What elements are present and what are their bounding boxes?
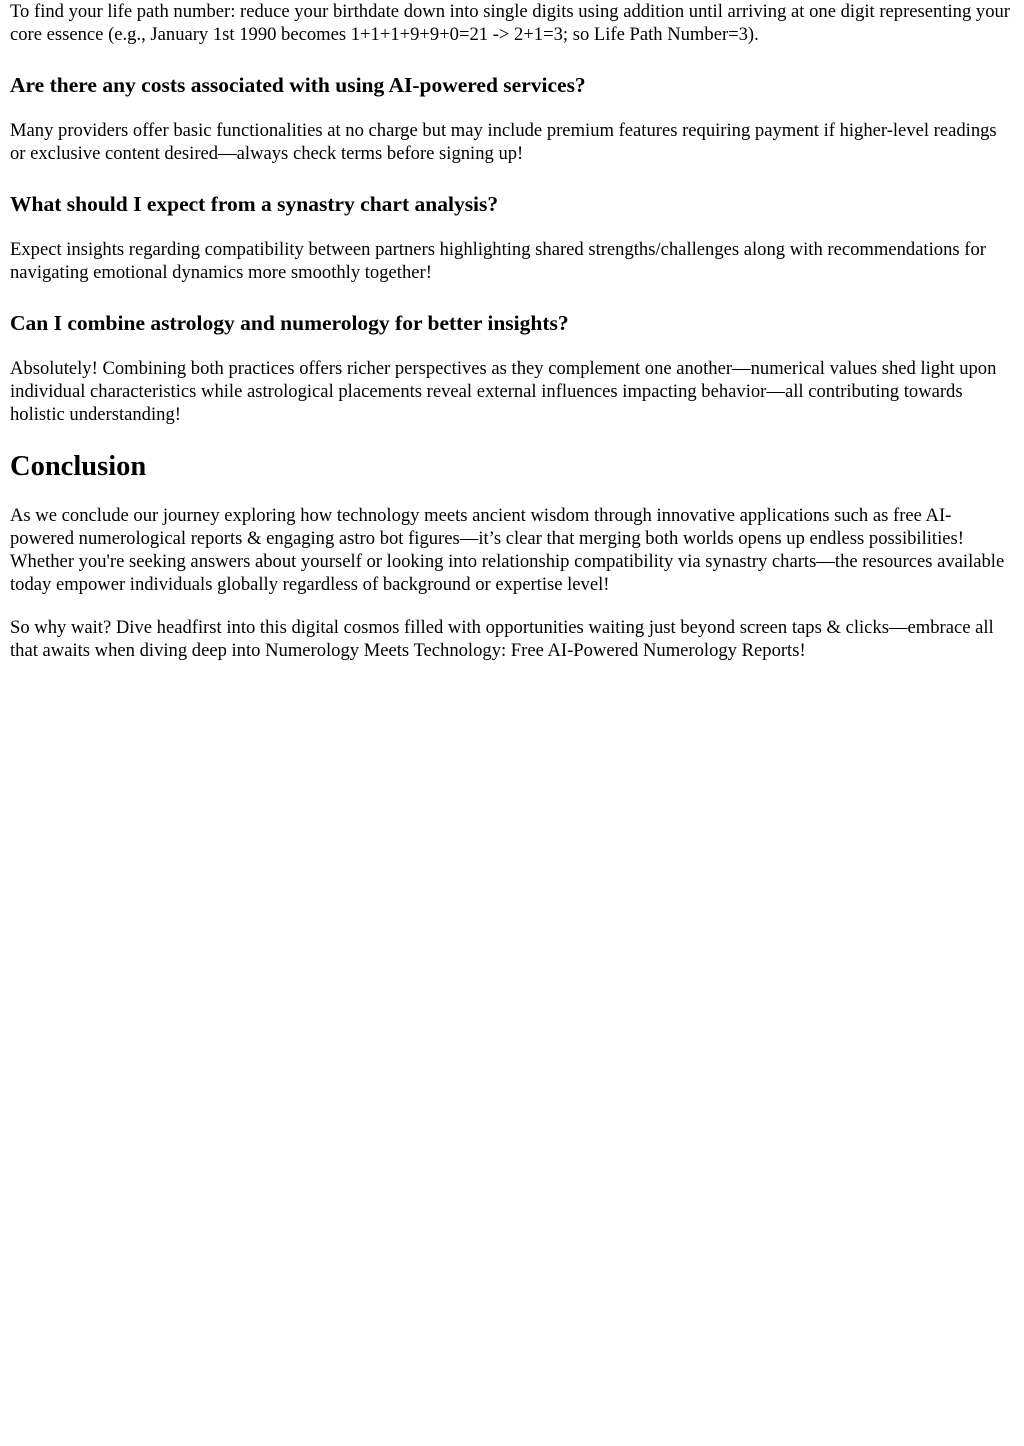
faq-question-costs: Are there any costs associated with using AI-powered services? xyxy=(10,73,586,97)
faq-question-combine: Can I combine astrology and numerology for better insights? xyxy=(10,311,569,335)
faq-answer-combine: Absolutely! Combining both practices offers richer perspectives as they complement one another—numerical values shed light upon individual characteristics while astrological placements reveal external influences impacting behavior—all contributing towards holistic understanding! xyxy=(10,358,997,425)
conclusion-paragraph-2: So why wait? Dive headfirst into this digital cosmos filled with opportunities waiting just beyond screen taps & clicks—embrace all that awaits when diving deep into Numerology Meets Technology: Free AI-Powered Numerology Reports! xyxy=(10,617,994,661)
article-body xyxy=(0,0,1024,662)
faq-answer-synastry: Expect insights regarding compatibility between partners highlighting shared strengths/challenges along with recommendations for navigating emotional dynamics more smoothly together! xyxy=(10,239,986,283)
faq-question-synastry: What should I expect from a synastry chart analysis? xyxy=(10,192,499,216)
intro-paragraph: To find your life path number: reduce your birthdate down into single digits using addition until arriving at one digit representing your core essence (e.g., January 1st 1990 becomes 1+1+1+9+9+0=21 -> 2+1=3; so Life Path Number=3). xyxy=(10,1,1010,45)
conclusion-paragraph-1: As we conclude our journey exploring how technology meets ancient wisdom through innovative applications such as free AI-powered numerological reports & engaging astro bot figures—it’s clear that merging both worlds opens up endless possibilities! Whether you're seeking answers about yourself or looking into relationship compatibility via synastry charts—the resources available today empower individuals globally regardless of background or expertise level! xyxy=(10,505,1005,595)
faq-answer-costs: Many providers offer basic functionalities at no charge but may include premium features requiring payment if higher-level readings or exclusive content desired—always check terms before signing up! xyxy=(10,120,997,164)
conclusion-heading: Conclusion xyxy=(10,451,147,482)
